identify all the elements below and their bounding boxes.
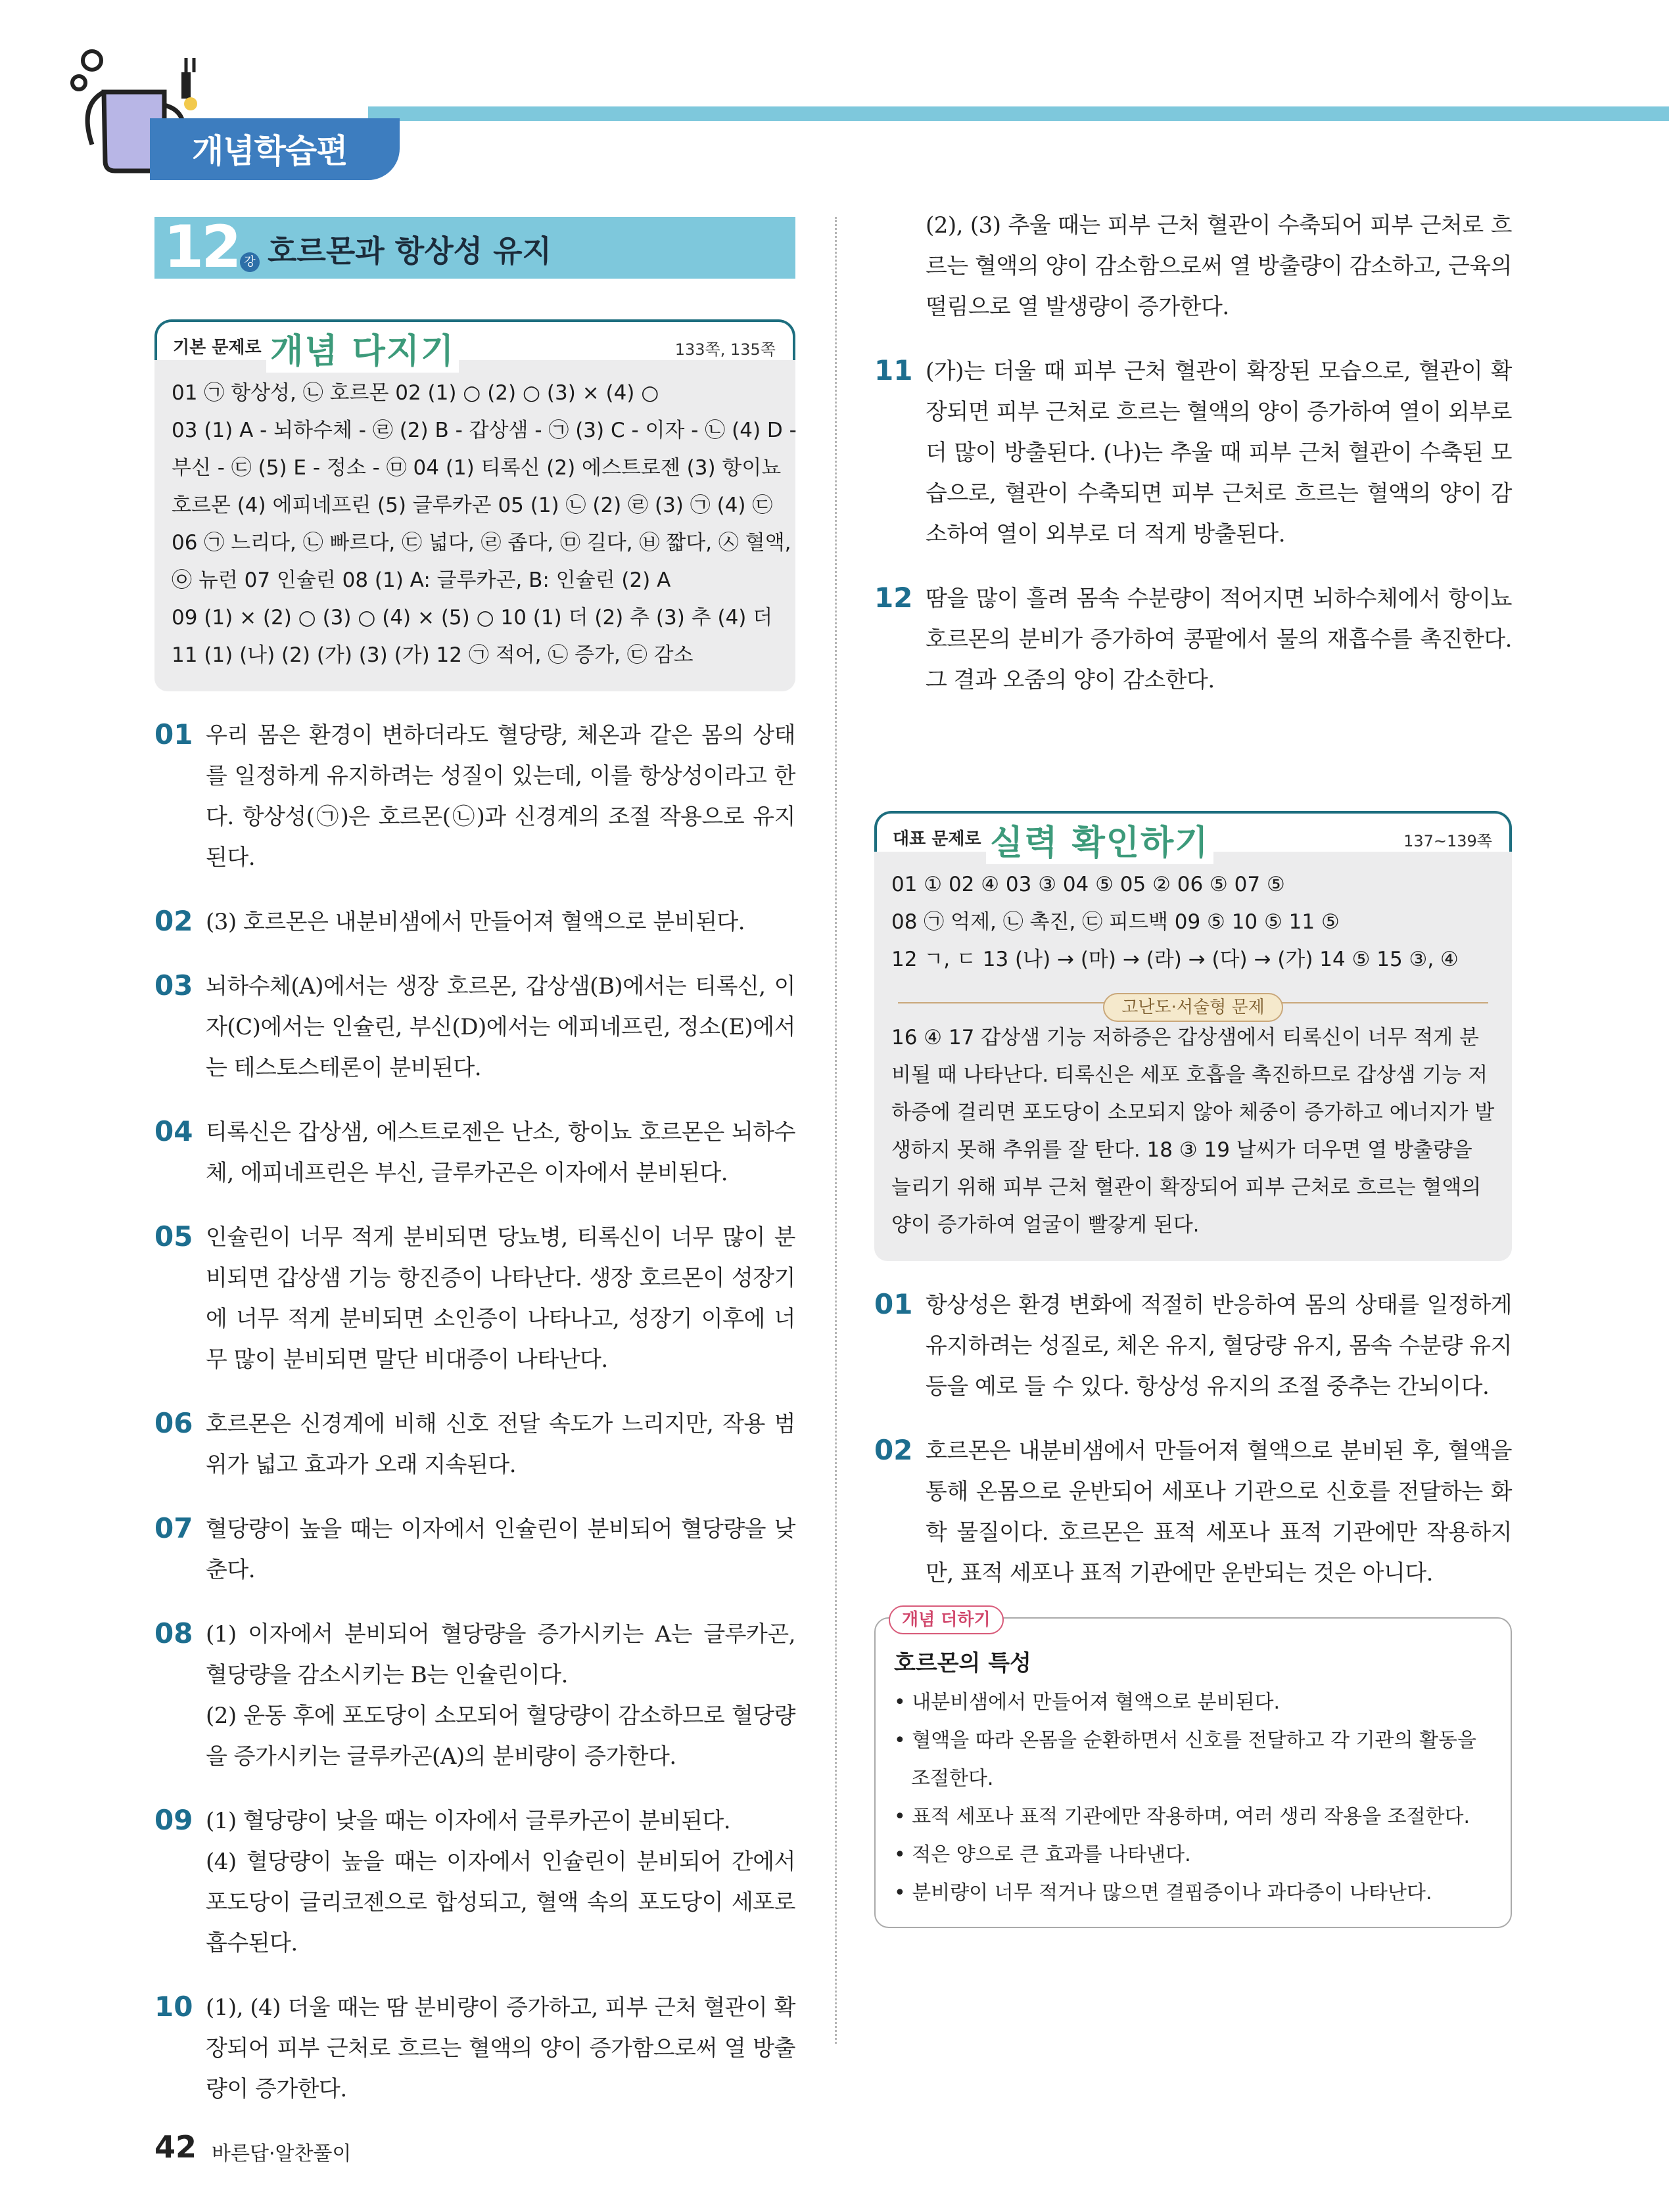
question-number: 02 bbox=[154, 905, 193, 937]
answer-row: 12 ㄱ, ㄷ 13 (나) → (마) → (라) → (다) → (가) 14 ⑤ 15 ③, ④ bbox=[891, 948, 1459, 971]
explanation-text: (2), (3) 추울 때는 피부 근처 혈관이 수축되어 피부 근처로 흐르는 혈액의 양이 감소함으로써 열 방출량이 감소하고, 근육의 떨림으로 열 발생량이 증가한다. bbox=[926, 212, 1512, 320]
explanation-item bbox=[154, 1987, 795, 2109]
concept-plus-item: • 적은 양으로 큰 효과를 나타낸다. bbox=[894, 1843, 1191, 1866]
explanation-text: 호르몬은 신경계에 비해 신호 전달 속도가 느리지만, 작용 범위가 넓고 효과가 오래 지속된다. bbox=[206, 1411, 795, 1478]
advanced-divider bbox=[891, 988, 1495, 1017]
explanation-item bbox=[874, 1431, 1512, 1594]
explanation-item bbox=[154, 1614, 795, 1777]
explanation-text: 티록신은 갑상샘, 에스트로젠은 난소, 항이뇨 호르몬은 뇌하수체, 에피네프린은 부신, 글루카곤은 이자에서 분비된다. bbox=[206, 1119, 795, 1186]
explanation-text: 인슐린이 너무 적게 분비되면 당뇨병, 티록신이 너무 많이 분비되면 갑상샘 기능 항진증이 나타난다. 생장 호르몬이 성장기에 너무 적게 분비되면 소인증이 나타나고, 성장기 이후에 너무 많이 분비되면 말단 비대증이 나타난다. bbox=[206, 1224, 795, 1373]
explanation-text: (가)는 더울 때 피부 근처 혈관이 확장된 모습으로, 혈관이 확장되면 피부 근처로 흐르는 혈액의 양이 증가하여 열이 외부로 더 많이 방출된다. (나)는 추울 때 피부 근처 혈관이 수축된 모습으로, 혈관이 수축되면 피부 근처로 흐르는 혈액의 양이 감소하여 열이 외부로 더 적게 방출된다. bbox=[926, 358, 1512, 547]
concept-plus-box bbox=[874, 1610, 1512, 1928]
explanation-item bbox=[874, 205, 1512, 327]
header-band bbox=[368, 106, 1669, 121]
explanation-text: 뇌하수체(A)에서는 생장 호르몬, 갑상샘(B)에서는 티록신, 이자(C)에서는 인슐린, 부신(D)에서는 에피네프린, 정소(E)에서는 테스토스테론이 분비된다. bbox=[206, 973, 795, 1081]
question-number: 01 bbox=[874, 1288, 913, 1320]
question-number: 06 bbox=[154, 1407, 193, 1439]
question-number: 05 bbox=[154, 1220, 193, 1253]
question-number: 08 bbox=[154, 1617, 193, 1649]
concept-plus-item: • 분비량이 너무 적거나 많으면 결핍증이나 과다증이 나타난다. bbox=[894, 1881, 1432, 1904]
basic-answer-box bbox=[154, 360, 795, 691]
concept-plus-item: • 혈액을 따라 온몸을 순환하면서 신호를 전달하고 각 기관의 활동을 조절한다. bbox=[894, 1729, 1476, 1790]
chapter-title: 호르몬과 항상성 유지 bbox=[268, 233, 552, 269]
answer-row: 09 (1) × (2) ○ (3) ○ (4) × (5) ○ 10 (1) 더 (2) 추 (3) 추 (4) 더 bbox=[172, 606, 773, 630]
explanation-text: (1) 이자에서 분비되어 혈당량을 증가시키는 A는 글루카곤, 혈당량을 감소시키는 B는 인슐린이다. bbox=[206, 1621, 795, 1688]
rep-box-pages: 137~139쪽 bbox=[1398, 828, 1492, 851]
explanation-text: (1) 혈당량이 낮을 때는 이자에서 글루카곤이 분비된다. bbox=[206, 1808, 731, 1834]
question-number bbox=[874, 205, 926, 327]
answer-row: ㉧ 뉴런 07 인슐린 08 (1) A: 글루카곤, B: 인슐린 (2) A bbox=[172, 568, 671, 592]
answer-row: 01 ㉠ 항상성, ㉡ 호르몬 02 (1) ○ (2) ○ (3) × (4) ○ bbox=[172, 381, 659, 405]
chapter-number: 12 bbox=[164, 213, 239, 281]
answer-row: 부신 - ㉢ (5) E - 정소 - ㉤ 04 (1) 티록신 (2) 에스트로젠 (3) 항이뇨 bbox=[172, 456, 782, 480]
column-divider bbox=[835, 217, 837, 2044]
question-number: 10 bbox=[154, 1991, 193, 2023]
answer-row: 08 ㉠ 억제, ㉡ 촉진, ㉢ 피드백 09 ⑤ 10 ⑤ 11 ⑤ bbox=[891, 910, 1340, 934]
rep-box-deco: 실력 확인하기 bbox=[986, 815, 1213, 864]
question-number: 03 bbox=[154, 969, 193, 1002]
explanation-item bbox=[874, 578, 1512, 701]
answer-row: 호르몬 (4) 에피네프린 (5) 글루카곤 05 (1) ㉡ (2) ㉣ (3) ㉠ (4) ㉢ bbox=[172, 494, 773, 517]
explanation-text: (4) 혈당량이 높을 때는 이자에서 인슐린이 분비되어 간에서 포도당이 글리코젠으로 합성되고, 혈액 속의 포도당이 세포로 흡수된다. bbox=[206, 1849, 795, 1956]
concept-plus-title: 호르몬의 특성 bbox=[894, 1650, 1031, 1676]
explanation-text: 우리 몸은 환경이 변하더라도 혈당량, 체온과 같은 몸의 상태를 일정하게 유지하려는 성질이 있는데, 이를 항상성이라고 한다. 항상성(㉠)은 호르몬(㉡)과 신경계의 조절 작용으로 유지된다. bbox=[206, 722, 795, 871]
question-number: 12 bbox=[874, 582, 913, 614]
book-title: 바른답·알찬풀이 bbox=[212, 2142, 352, 2165]
explanation-item bbox=[154, 1801, 795, 1964]
concept-plus-item: • 표적 세포나 표적 기관에만 작용하며, 여러 생리 작용을 조절한다. bbox=[894, 1805, 1470, 1828]
explanation-text: (2) 운동 후에 포도당이 소모되어 혈당량이 감소하므로 혈당량을 증가시키는 글루카곤(A)의 분비량이 증가한다. bbox=[206, 1703, 795, 1770]
explanation-text: 항상성은 환경 변화에 적절히 반응하여 몸의 상태를 일정하게 유지하려는 성질로, 체온 유지, 혈당량 유지, 몸속 수분량 유지 등을 예로 들 수 있다. 항상성 유지의 조절 중추는 간뇌이다. bbox=[926, 1292, 1512, 1400]
explanation-item bbox=[154, 1112, 795, 1193]
basic-box-label: 기본 문제로 bbox=[173, 334, 268, 358]
explanation-item bbox=[154, 966, 795, 1088]
page-number: 42 bbox=[154, 2129, 197, 2165]
explanation-text: 혈당량이 높을 때는 이자에서 인슐린이 분비되어 혈당량을 낮춘다. bbox=[206, 1516, 795, 1583]
right-column bbox=[874, 205, 1512, 1928]
explanation-item bbox=[154, 1509, 795, 1590]
explanation-item bbox=[154, 715, 795, 878]
explanation-text: (1), (4) 더울 때는 땀 분비량이 증가하고, 피부 근처 혈관이 확장되어 피부 근처로 흐르는 혈액의 양이 증가함으로써 열 방출량이 증가한다. bbox=[206, 1994, 795, 2102]
advanced-label: 고난도·서술형 문제 bbox=[1103, 993, 1282, 1022]
rep-box-header bbox=[874, 799, 1512, 863]
explanation-item bbox=[874, 1285, 1512, 1407]
question-number: 02 bbox=[874, 1434, 913, 1466]
basic-box-pages: 133쪽, 135쪽 bbox=[670, 336, 776, 359]
explanation-item bbox=[154, 1404, 795, 1485]
explanation-text: (3) 호르몬은 내분비샘에서 만들어져 혈액으로 분비된다. bbox=[206, 909, 745, 935]
question-number: 11 bbox=[874, 354, 913, 386]
question-number: 09 bbox=[154, 1804, 193, 1836]
explanation-item bbox=[874, 351, 1512, 555]
answer-row: 01 ① 02 ④ 03 ③ 04 ⑤ 05 ② 06 ⑤ 07 ⑤ bbox=[891, 873, 1285, 896]
basic-box-header bbox=[154, 308, 795, 371]
basic-box-deco: 개념 다지기 bbox=[266, 323, 459, 373]
question-number: 07 bbox=[154, 1512, 193, 1544]
explanation-item bbox=[154, 1217, 795, 1380]
concept-plus-item: • 내분비샘에서 만들어져 혈액으로 분비된다. bbox=[894, 1691, 1281, 1714]
explanation-text: 땀을 많이 흘려 몸속 수분량이 적어지면 뇌하수체에서 항이뇨 호르몬의 분비가 증가하여 콩팥에서 물의 재흡수를 촉진한다. 그 결과 오줌의 양이 감소한다. bbox=[926, 586, 1512, 693]
explanation-item bbox=[154, 902, 795, 942]
question-number: 04 bbox=[154, 1115, 193, 1147]
left-column bbox=[154, 213, 797, 2109]
answer-row: 06 ㉠ 느리다, ㉡ 빠르다, ㉢ 넓다, ㉣ 좁다, ㉤ 길다, ㉥ 짧다, ㉦ 혈액, bbox=[172, 531, 791, 555]
concept-plus-tag: 개념 더하기 bbox=[889, 1605, 1004, 1634]
answer-row: 11 (1) (나) (2) (가) (3) (가) 12 ㉠ 적어, ㉡ 증가, ㉢ 감소 bbox=[172, 643, 693, 667]
chapter-header bbox=[154, 213, 795, 281]
advanced-answers: 16 ④ 17 갑상샘 기능 저하증은 갑상샘에서 티록신이 너무 적게 분비될 때 나타난다. 티록신은 세포 호흡을 촉진하므로 갑상샘 기능 저하증에 걸리면 포도당이 소모되지 않아 체중이 증가하고 에너지가 발생하지 못해 추위를 잘 탄다. 18 ③ 19 날씨가 더우면 열 방출량을 늘리기 위해 피부 근처 혈관이 확장되어 피부 근처로 흐르는 혈액의 양이 증가하여 얼굴이 빨갛게 된다. bbox=[891, 1026, 1495, 1237]
question-number: 01 bbox=[154, 718, 193, 750]
answer-row: 03 (1) A - 뇌하수체 - ㉣ (2) B - 갑상샘 - ㉠ (3) C - 이자 - ㉡ (4) D - bbox=[172, 419, 797, 442]
section-title: 개념학습편 bbox=[192, 132, 348, 170]
rep-box-label: 대표 문제로 bbox=[893, 825, 988, 850]
explanation-text: 호르몬은 내분비샘에서 만들어져 혈액으로 분비된 후, 혈액을 통해 온몸으로 운반되어 세포나 기관으로 신호를 전달하는 화학 물질이다. 호르몬은 표적 세포나 표적 기관에만 작용하지만, 표적 세포나 표적 기관에만 운반되는 것은 아니다. bbox=[926, 1438, 1512, 1586]
rep-answer-box bbox=[874, 852, 1512, 1261]
chapter-badge: 강 bbox=[240, 252, 260, 272]
